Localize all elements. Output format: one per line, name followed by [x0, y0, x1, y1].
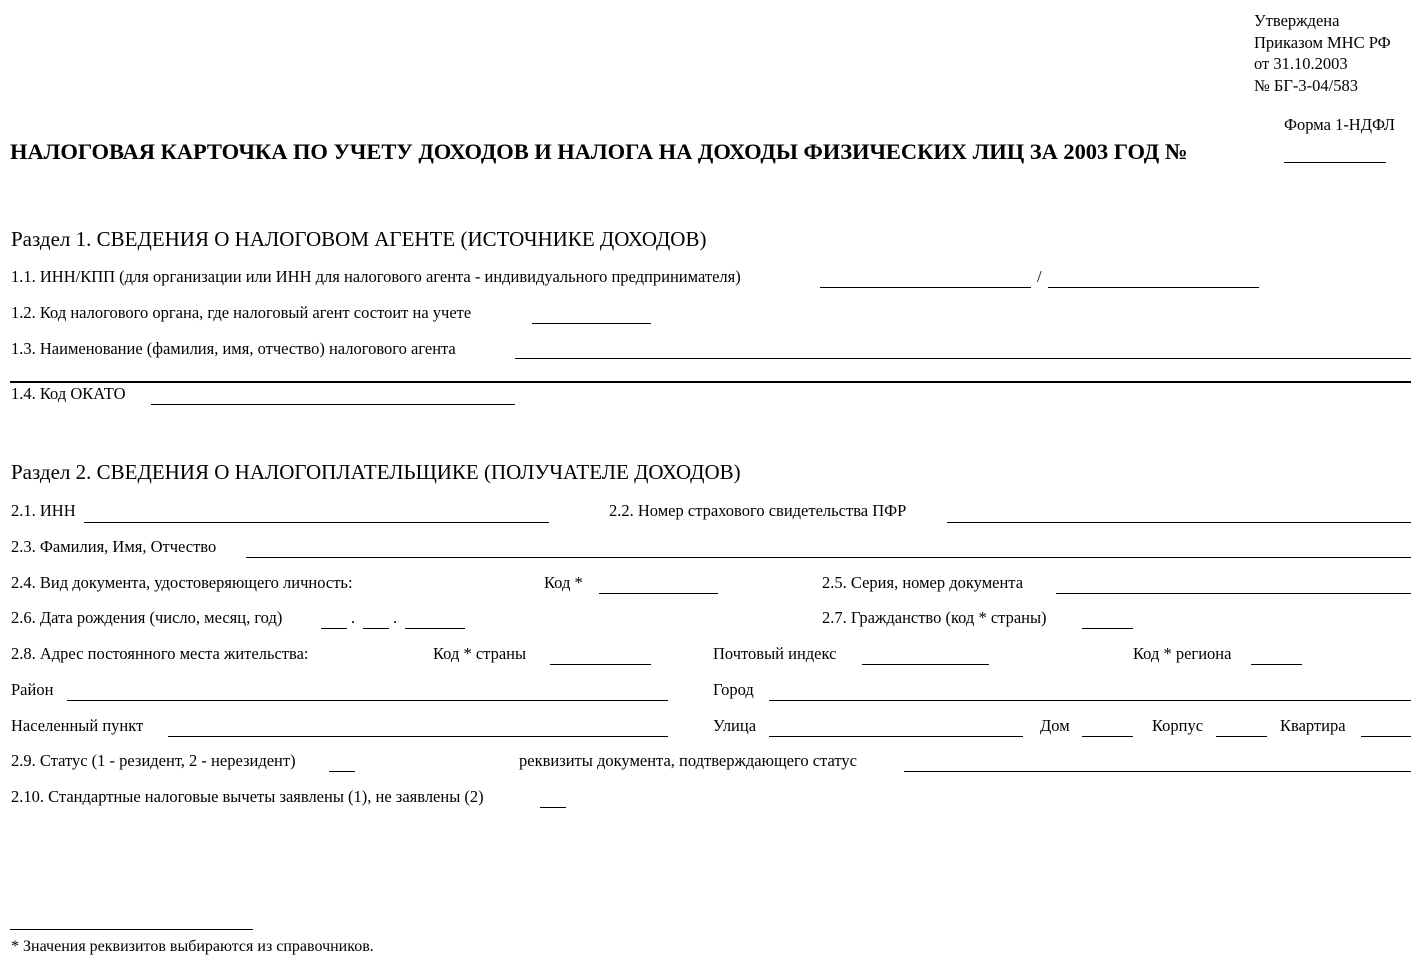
address-label: 2.8. Адрес постоянного места жительства:	[11, 644, 309, 663]
id-doc-code-field[interactable]	[599, 593, 718, 594]
page-title: НАЛОГОВАЯ КАРТОЧКА ПО УЧЕТУ ДОХОДОВ И НАЛОГА НА ДОХОДЫ ФИЗИЧЕСКИХ ЛИЦ ЗА 2003 ГОД №	[10, 139, 1188, 164]
date-dot-1: .	[351, 608, 356, 627]
deductions-label: 2.10. Стандартные налоговые вычеты заявлены (1), не заявлены (2)	[11, 787, 484, 806]
okato-label: 1.4. Код ОКАТО	[11, 384, 126, 403]
apartment-field[interactable]	[1361, 736, 1411, 737]
birth-day-field[interactable]	[321, 628, 347, 629]
citizenship-label: 2.7. Гражданство (код * страны)	[822, 608, 1047, 627]
birth-month-field[interactable]	[363, 628, 389, 629]
country-code-field[interactable]	[550, 664, 651, 665]
full-name-field[interactable]	[246, 557, 1411, 558]
id-doc-code-label: Код *	[544, 573, 583, 592]
taxpayer-inn-field[interactable]	[84, 522, 549, 523]
agent-name-field[interactable]	[515, 358, 1411, 359]
form-code: Форма 1-НДФЛ	[1284, 115, 1395, 134]
inn-kpp-label: 1.1. ИНН/КПП (для организации или ИНН для налогового агента - индивидуального предпринимателя)	[11, 267, 741, 286]
approval-line-1: Утверждена	[1254, 11, 1340, 30]
approval-block	[1254, 10, 1391, 97]
agent-kpp-field[interactable]	[1048, 287, 1259, 288]
card-number-field[interactable]	[1284, 162, 1386, 163]
birth-year-field[interactable]	[405, 628, 465, 629]
agent-inn-field[interactable]	[820, 287, 1031, 288]
status-label: 2.9. Статус (1 - резидент, 2 - нерезидент)	[11, 751, 296, 770]
section-2-heading: Раздел 2. СВЕДЕНИЯ О НАЛОГОПЛАТЕЛЬЩИКЕ (ПОЛУЧАТЕЛЕ ДОХОДОВ)	[11, 460, 741, 484]
approval-line-4: № БГ-3-04/583	[1254, 76, 1358, 96]
building-field[interactable]	[1216, 736, 1267, 737]
inn-kpp-separator: /	[1037, 267, 1042, 286]
locality-label: Населенный пункт	[11, 716, 144, 735]
tax-office-code-label: 1.2. Код налогового органа, где налоговый агент состоит на учете	[11, 303, 472, 322]
street-label: Улица	[713, 716, 757, 735]
status-doc-field[interactable]	[904, 771, 1411, 772]
status-field[interactable]	[329, 771, 355, 772]
doc-series-number-label: 2.5. Серия, номер документа	[822, 573, 1024, 592]
district-field[interactable]	[67, 700, 668, 701]
agent-name-field-line-2[interactable]	[10, 381, 1411, 383]
date-dot-2: .	[393, 608, 398, 627]
deductions-field[interactable]	[540, 807, 566, 808]
footnote-separator	[10, 929, 253, 930]
city-field[interactable]	[769, 700, 1411, 701]
full-name-label: 2.3. Фамилия, Имя, Отчество	[11, 537, 217, 556]
section-1-heading: Раздел 1. СВЕДЕНИЯ О НАЛОГОВОМ АГЕНТЕ (ИСТОЧНИКЕ ДОХОДОВ)	[11, 227, 707, 251]
house-label: Дом	[1040, 716, 1070, 735]
country-code-label: Код * страны	[433, 644, 527, 663]
apartment-label: Квартира	[1280, 716, 1346, 735]
status-doc-label: реквизиты документа, подтверждающего статус	[519, 751, 857, 770]
okato-field[interactable]	[151, 404, 515, 405]
citizenship-field[interactable]	[1082, 628, 1133, 629]
doc-series-number-field[interactable]	[1056, 593, 1411, 594]
building-label: Корпус	[1152, 716, 1204, 735]
pfr-number-field[interactable]	[947, 522, 1411, 523]
district-label: Район	[11, 680, 54, 699]
region-code-field[interactable]	[1251, 664, 1302, 665]
taxpayer-inn-label: 2.1. ИНН	[11, 501, 76, 520]
footnote: * Значения реквизитов выбираются из справочников.	[11, 938, 374, 955]
id-doc-type-label: 2.4. Вид документа, удостоверяющего личность:	[11, 573, 353, 592]
street-field[interactable]	[769, 736, 1023, 737]
approval-line-2: Приказом МНС РФ	[1254, 32, 1391, 52]
pfr-number-label: 2.2. Номер страхового свидетельства ПФР	[609, 501, 907, 520]
postal-code-field[interactable]	[862, 664, 989, 665]
city-label: Город	[713, 680, 754, 699]
birth-date-label: 2.6. Дата рождения (число, месяц, год)	[11, 608, 283, 627]
region-code-label: Код * региона	[1133, 644, 1232, 663]
house-field[interactable]	[1082, 736, 1133, 737]
locality-field[interactable]	[168, 736, 668, 737]
approval-line-3: от 31.10.2003	[1254, 54, 1348, 74]
agent-name-label: 1.3. Наименование (фамилия, имя, отчество) налогового агента	[11, 339, 456, 358]
tax-office-code-field[interactable]	[532, 323, 651, 324]
postal-code-label: Почтовый индекс	[713, 644, 837, 663]
